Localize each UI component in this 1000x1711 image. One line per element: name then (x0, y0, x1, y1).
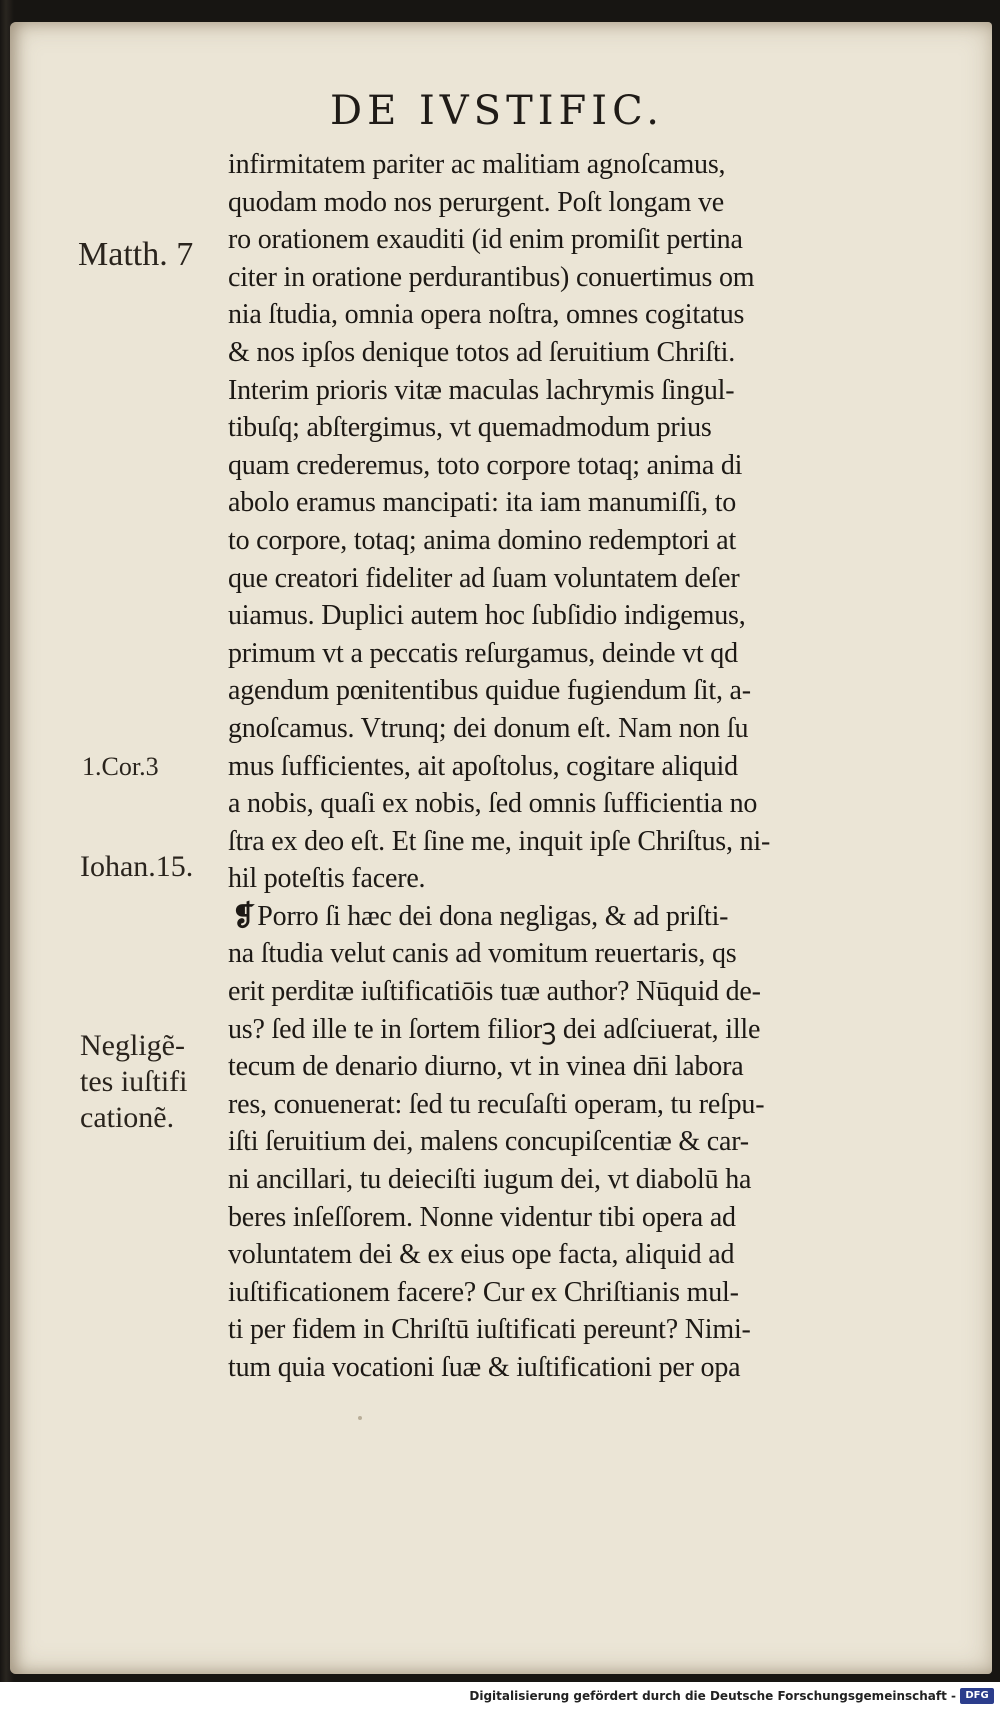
text-line: mus ſufficientes, ait apoſtolus, cogitare aliquid (228, 750, 738, 782)
margin-note-line: cationẽ. (80, 1101, 175, 1134)
dfg-logo: DFG (960, 1688, 994, 1704)
paper-speck (358, 1416, 362, 1420)
text-line: Interim prioris vitæ maculas lachrymis ſingul- (228, 374, 735, 406)
margin-note-line: tes iuſtifi (80, 1065, 188, 1098)
text-line: ro orationem exauditi (id enim promiſit pertina (228, 224, 743, 256)
text-line: us? ſed ille te in ſortem filiorꝫ dei adſciuerat, ille (228, 1013, 761, 1045)
text-line: uiamus. Duplici autem hoc ſubſidio indigemus, (228, 600, 746, 632)
text-line: tecum de denario diurno, vt in vinea dn̄i labora (228, 1051, 744, 1083)
text-line: gnoſcamus. Vtrunq; dei donum eſt. Nam non ſu (228, 712, 749, 744)
text-line: primum vt a peccatis reſurgamus, deinde vt qd (228, 637, 738, 669)
margin-note-negligentes (80, 1028, 188, 1136)
text-line: tum quia vocationi ſuæ & iuſtificationi per opa (228, 1352, 741, 1383)
text-line: quam crederemus, toto corpore totaq; anima di (228, 449, 743, 481)
margin-note-cor: 1.Cor.3 (82, 752, 159, 781)
text-line: ni ancillari, tu deieciſti iugum dei, vt diabolū ha (228, 1164, 752, 1196)
text-line: iuſtificationem facere? Cur ex Chriſtianis mul- (228, 1276, 739, 1308)
text-line: erit perditæ iuſtificatiōis tuæ author? Nūquid de- (228, 976, 761, 1008)
text-line: a nobis, quaſi ex nobis, ſed omnis ſufficientia no (228, 788, 758, 820)
text-line: infirmitatem pariter ac malitiam agnoſcamus, (228, 149, 726, 180)
text-line: res, conuenerat: ſed tu recuſaſti operam, tu reſpu- (228, 1088, 765, 1120)
margin-note-matth: Matth. 7 (78, 236, 194, 273)
running-head: DE IVSTIFIC. (330, 88, 665, 134)
text-line: citer in oratione perdurantibus) conuertimus om (228, 261, 755, 293)
pilcrow-icon: ❡ (232, 900, 256, 932)
text-line: tibuſq; abſtergimus, vt quemadmodum prius (228, 412, 712, 444)
text-line: quodam modo nos perurgent. Poſt longam ve (228, 186, 725, 218)
footer-credit: Digitalisierung gefördert durch die Deutsche Forschungsgemeinschaft - (469, 1689, 956, 1703)
text-line: beres inſeſſorem. Nonne videntur tibi opera ad (228, 1201, 736, 1233)
text-line: iſti ſeruitium dei, malens concupiſcentiæ & car- (228, 1126, 749, 1158)
text-line: agendum pœnitentibus quidue fugiendum ſit, a- (228, 675, 751, 707)
text-line: voluntatem dei & ex eius ope facta, aliquid ad (228, 1239, 735, 1271)
text-line: Porro ſi hæc dei dona negligas, & ad priſti- (257, 900, 729, 932)
paragraph-start-line (228, 898, 940, 936)
margin-note-iohan: Iohan.15. (80, 850, 194, 883)
text-line: ſtra ex deo eſt. Et ſine me, inquit ipſe Chriſtus, ni- (228, 825, 771, 857)
text-line: to corpore, totaq; anima domino redemptori at (228, 524, 737, 556)
text-line: hil poteſtis facere. (228, 863, 426, 895)
text-line: na ſtudia velut canis ad vomitum reuertaris, qs (228, 938, 737, 970)
text-line: abolo eramus mancipati: ita iam manumiſſi, to (228, 487, 737, 519)
margin-note-line: Negligẽ- (80, 1029, 185, 1062)
text-line: que creatori fideliter ad ſuam voluntatem deſer (228, 562, 740, 594)
text-line: & nos ipſos denique totos ad ſeruitium Chriſti. (228, 336, 736, 368)
footer-bar (0, 1682, 1000, 1711)
text-line: nia ſtudia, omnia opera noſtra, omnes cogitatus (228, 299, 745, 331)
body-text (228, 146, 940, 1387)
text-line: ti per fidem in Chriſtū iuſtificati pereunt? Nimi- (228, 1314, 751, 1346)
